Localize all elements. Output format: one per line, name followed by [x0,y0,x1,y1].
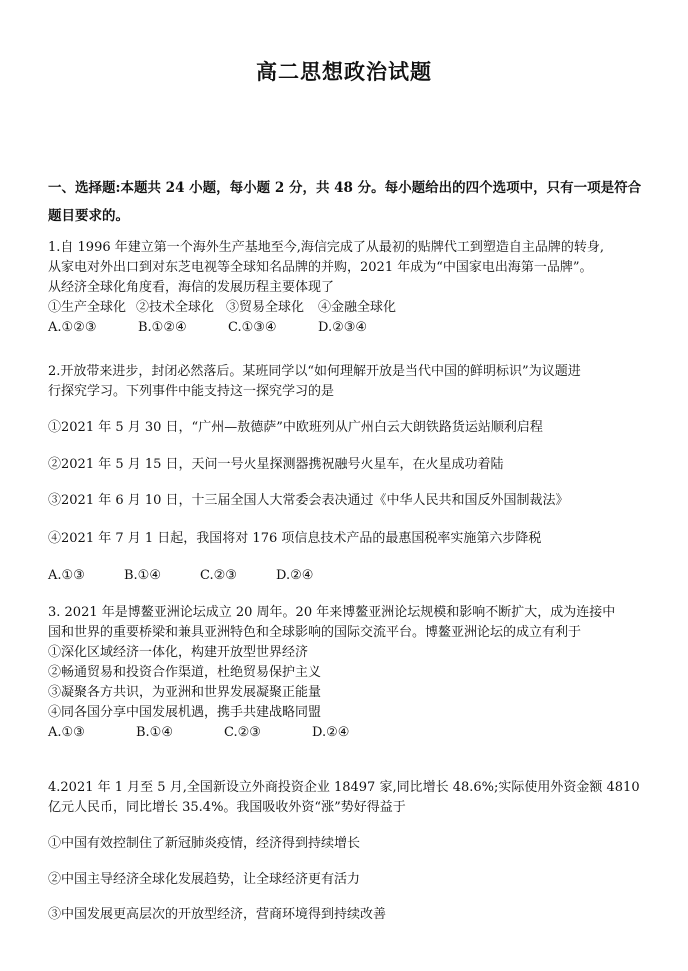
question-2-choices [48,566,648,586]
section-header: 一、选择题:本题共 24 小题，每小题 2 分，共 48 分。每小题给出的四个选项中，只有一项是符合题目要求的。 [48,180,642,224]
statement: ③凝聚各方共识，为亚洲和世界发展凝聚正能量 [48,685,322,700]
statement: ③贸易全球化 [226,300,305,315]
question-1-statements [48,298,648,318]
choice: B.①②④ [138,320,187,335]
choice: D.②④ [312,725,350,740]
choice: A.①③ [48,568,85,583]
question-1-stem-line: 从经济全球化角度看，海信的发展历程主要体现了 [48,280,335,295]
page-title: 高二思想政治试题 [256,59,432,84]
choice: C.②③ [224,725,261,740]
question-2-statement-3: ③2021 年 6 月 10 日，十三届全国人大常委会表决通过《中华人民共和国反外国制裁法》 [48,493,569,508]
question-4-statement-1: ①中国有效控制住了新冠肺炎疫情，经济得到持续增长 [48,836,361,851]
question-4-statement-3: ③中国发展更高层次的开放型经济，营商环境得到持续改善 [48,907,387,922]
question-2-statement-4: ④2021 年 7 月 1 日起，我国将对 176 项信息技术产品的最惠国税率实施第六步降税 [48,531,542,546]
statement: ④金融全球化 [318,300,397,315]
question-4-stem-line: 亿元人民币，同比增长 35.4%。我国吸收外资“涨”势好得益于 [48,800,406,815]
question-3-stem-line: 国和世界的重要桥梁和兼具亚洲特色和全球影响的国际交流平台。博鳌亚洲论坛的成立有利于 [48,625,582,640]
question-1 [48,238,648,338]
question-4-statement-2: ②中国主导经济全球化发展趋势，让全球经济更有活力 [48,872,361,887]
question-4 [48,778,648,818]
question-3-choices [48,723,648,743]
choice: B.①④ [136,725,173,740]
choice: D.②③④ [318,320,368,335]
choice: C.②③ [200,568,237,583]
choice: B.①④ [124,568,161,583]
choice: A.①③ [48,725,85,740]
statement: ②畅通贸易和投资合作渠道，杜绝贸易保护主义 [48,665,322,680]
question-2-stem-line: 2.开放带来进步，封闭必然落后。某班同学以“如何理解开放是当代中国的鲜明标识”为议题进 [48,364,581,379]
choice: D.②④ [276,568,314,583]
statement: ①生产全球化 [48,300,127,315]
statement: ②技术全球化 [136,300,215,315]
question-3-stem-line: 3. 2021 年是博鳌亚洲论坛成立 20 周年。20 年来博鳌亚洲论坛规模和影响不断扩大，成为连接中 [48,605,616,620]
question-2-statement-1: ①2021 年 5 月 30 日，“广州—敖德萨”中欧班列从广州白云大朗铁路货运站顺利启程 [48,420,543,435]
choice: A.①②③ [48,320,97,335]
question-4-stem-line: 4.2021 年 1 月至 5 月,全国新设立外商投资企业 18497 家,同比增长 48.6%;实际使用外资金额 4810 [48,780,640,795]
statement: ①深化区域经济一体化，构建开放型世界经济 [48,645,309,660]
question-2-stem-line: 行探究学习。下列事件中能支持这一探究学习的是 [48,384,335,399]
question-2 [48,362,648,402]
question-3 [48,603,648,743]
question-1-stem-line: 从家电对外出口到对东芝电视等全球知名品牌的并购，2021 年成为“中国家电出海第一品牌”。 [48,260,593,275]
choice: C.①③④ [228,320,277,335]
statement: ④同各国分享中国发展机遇，携手共建战略同盟 [48,705,322,720]
question-2-statement-2: ②2021 年 5 月 15 日，天问一号火星探测器携祝融号火星车，在火星成功着陆 [48,457,504,472]
question-1-stem-line: 1.自 1996 年建立第一个海外生产基地至今,海信完成了从最初的贴牌代工到塑造自主品牌的转身, [48,240,605,255]
question-1-choices [48,318,648,338]
